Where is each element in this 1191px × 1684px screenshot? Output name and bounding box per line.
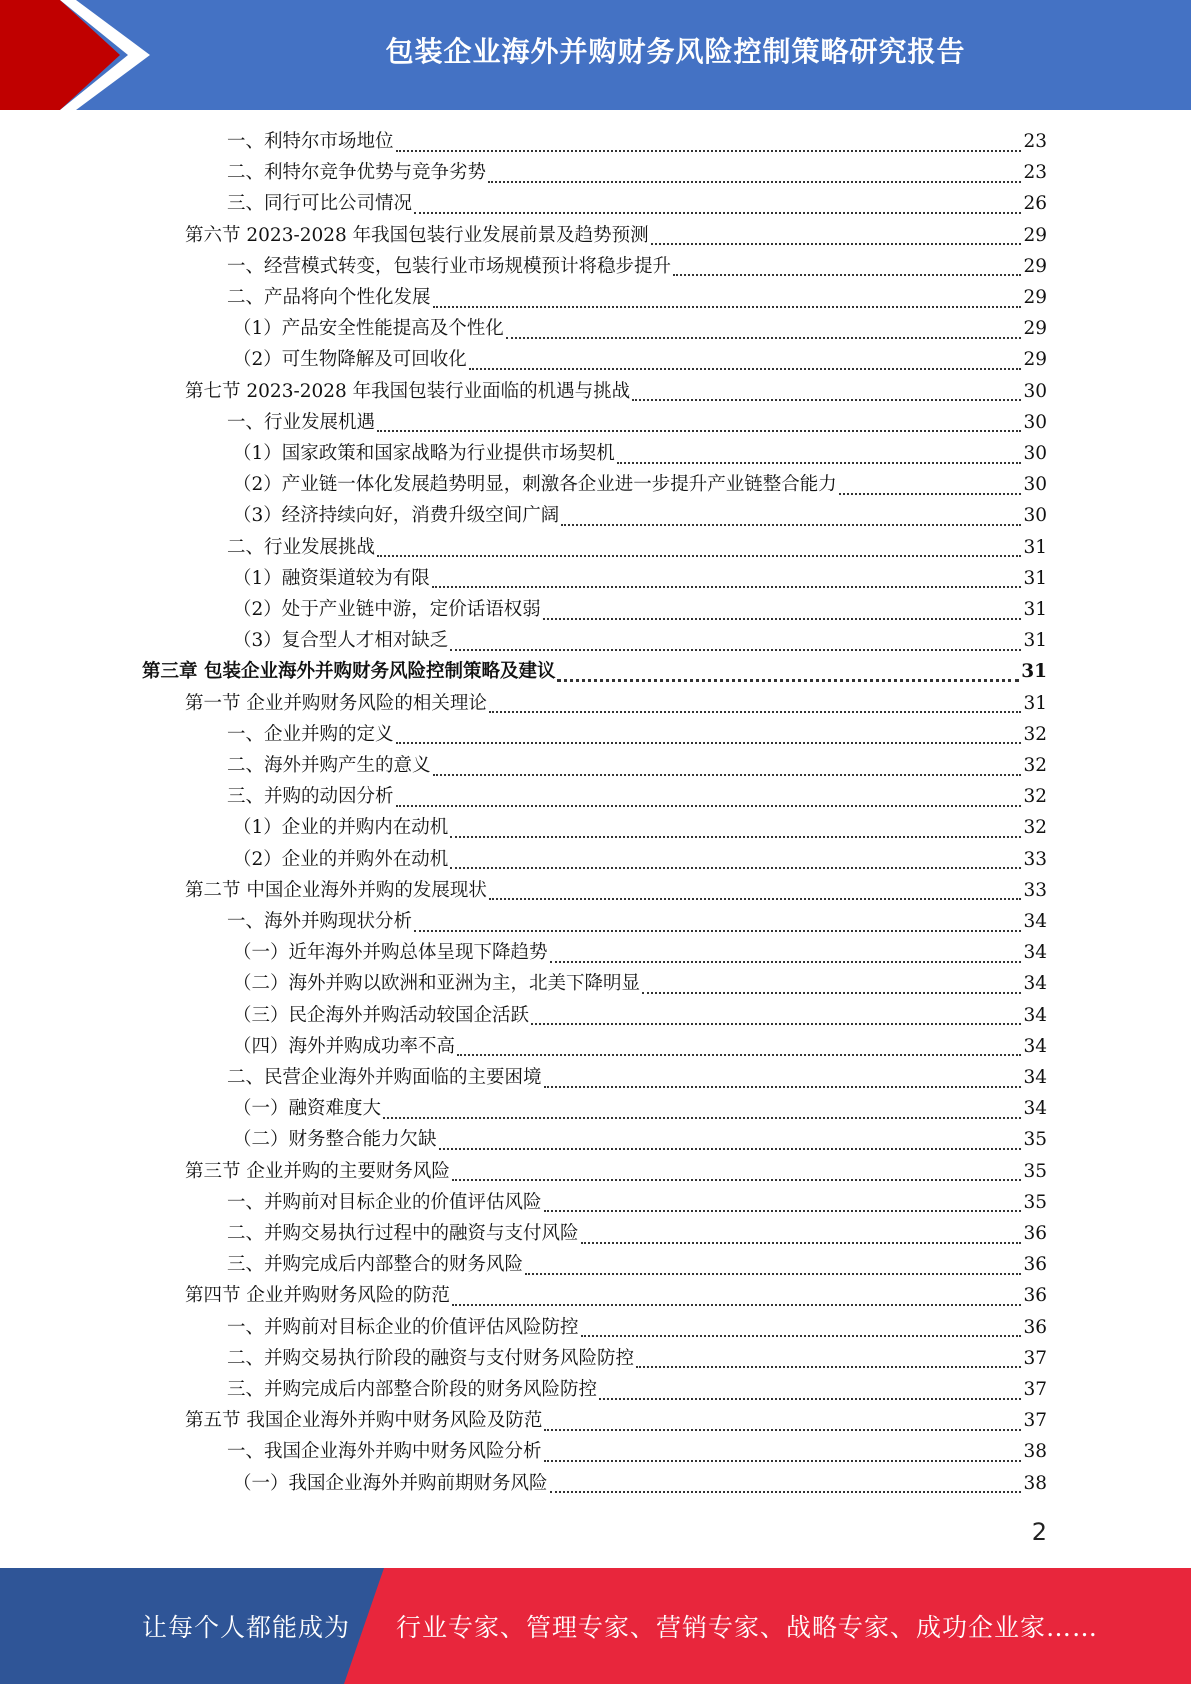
toc-entry-label: 三、并购完成后内部整合阶段的财务风险防控 xyxy=(227,1379,598,1400)
toc-dot-leader xyxy=(673,273,1021,276)
toc-entry-page: 31 xyxy=(1023,630,1047,652)
toc-dot-leader xyxy=(450,648,1021,651)
toc-dot-leader xyxy=(632,398,1021,401)
toc-entry-label: 二、产品将向个性化发展 xyxy=(227,287,431,308)
toc-entry-page: 30 xyxy=(1023,443,1047,464)
toc-dot-leader xyxy=(450,835,1021,838)
toc-entry-label: （一）融资难度大 xyxy=(233,1098,382,1120)
toc-entry-label: 一、行业发展机遇 xyxy=(227,411,376,433)
toc-dot-leader xyxy=(557,678,1019,682)
toc-entry[interactable] xyxy=(227,1344,1047,1374)
toc-entry[interactable] xyxy=(233,439,1047,469)
toc-entry-label: 第七节 2023-2028 年我国包装行业面临的机遇与挑战 xyxy=(185,380,631,402)
toc-dot-leader xyxy=(488,180,1021,183)
toc-dot-leader xyxy=(396,149,1022,152)
toc-entry[interactable] xyxy=(227,533,1047,563)
toc-entry-label: 第四节 企业并购财务风险的防范 xyxy=(185,1285,450,1307)
toc-entry-label: 一、海外并购现状分析 xyxy=(227,911,413,932)
toc-entry[interactable] xyxy=(227,408,1047,438)
toc-dot-leader xyxy=(642,991,1021,994)
toc-entry-label: 第二节 中国企业海外并购的发展现状 xyxy=(185,879,487,901)
toc-entry-label: 二、民营企业海外并购面临的主要困境 xyxy=(227,1067,542,1088)
toc-entry-page: 23 xyxy=(1023,131,1047,152)
toc-entry[interactable] xyxy=(227,1063,1047,1093)
toc-entry-page: 33 xyxy=(1023,848,1047,870)
toc-entry-page: 31 xyxy=(1023,536,1047,558)
toc-entry-page: 32 xyxy=(1023,786,1047,808)
toc-entry[interactable] xyxy=(233,938,1047,968)
toc-entry-label: 二、并购交易执行过程中的融资与支付风险 xyxy=(227,1223,579,1244)
toc-entry-label: 第五节 我国企业海外并购中财务风险及防范 xyxy=(185,1410,543,1432)
toc-entry[interactable] xyxy=(233,845,1047,875)
toc-dot-leader xyxy=(450,866,1021,869)
toc-entry[interactable] xyxy=(227,189,1047,219)
toc-dot-leader xyxy=(489,897,1022,900)
toc-entry-label: 三、并购的动因分析 xyxy=(227,786,394,808)
toc-entry-label: （2）企业的并购外在动机 xyxy=(233,848,449,870)
toc-entry-page: 34 xyxy=(1023,1098,1047,1120)
toc-entry-page: 29 xyxy=(1023,255,1047,277)
toc-entry[interactable] xyxy=(185,876,1047,906)
toc-entry-page: 34 xyxy=(1023,1067,1047,1088)
toc-entry-page: 37 xyxy=(1023,1410,1047,1432)
toc-dot-leader xyxy=(544,1459,1022,1462)
toc-entry[interactable] xyxy=(227,907,1047,937)
toc-entry-label: （3）经济持续向好，消费升级空间广阔 xyxy=(233,505,560,527)
page-footer xyxy=(0,1568,1191,1684)
toc-dot-leader xyxy=(414,211,1021,214)
toc-entry[interactable] xyxy=(233,813,1047,843)
toc-entry[interactable] xyxy=(185,1406,1047,1436)
toc-entry-page: 31 xyxy=(1023,567,1047,589)
toc-dot-leader xyxy=(839,492,1022,495)
toc-entry-page: 30 xyxy=(1023,474,1047,496)
toc-entry-label: 二、利特尔竞争优势与竞争劣势 xyxy=(227,162,487,184)
toc-entry[interactable] xyxy=(233,314,1047,344)
toc-entry-label: （1）企业的并购内在动机 xyxy=(233,817,449,839)
toc-entry-page: 38 xyxy=(1023,1441,1047,1463)
toc-entry-page: 36 xyxy=(1023,1254,1047,1276)
toc-dot-leader xyxy=(544,1085,1022,1088)
toc-entry-label: 第三章 包装企业海外并购财务风险控制策略及建议 xyxy=(142,661,556,683)
toc-entry-label: 第六节 2023-2028 年我国包装行业发展前景及趋势预测 xyxy=(185,224,649,246)
toc-entry-label: 一、企业并购的定义 xyxy=(227,723,394,745)
toc-entry[interactable] xyxy=(233,1125,1047,1155)
toc-dot-leader xyxy=(452,1303,1022,1306)
toc-entry-label: （2）处于产业链中游，定价话语权弱 xyxy=(233,599,541,620)
toc-entry-label: 二、行业发展挑战 xyxy=(227,536,376,558)
toc-dot-leader xyxy=(599,1397,1021,1400)
toc-entry-page: 30 xyxy=(1023,505,1047,527)
toc-dot-leader xyxy=(396,804,1022,807)
toc-entry-page: 38 xyxy=(1023,1472,1047,1494)
toc-entry-page: 31 xyxy=(1023,692,1047,714)
toc-entry-page: 29 xyxy=(1023,349,1047,371)
toc-entry[interactable] xyxy=(233,1094,1047,1124)
toc-dot-leader xyxy=(651,242,1022,245)
report-title: 包装企业海外并购财务风险控制策略研究报告 xyxy=(385,35,966,68)
toc-entry-label: 一、我国企业海外并购中财务风险分析 xyxy=(227,1441,542,1463)
toc-entry-page: 36 xyxy=(1023,1316,1047,1338)
toc-entry[interactable] xyxy=(227,751,1047,781)
toc-dot-leader xyxy=(544,1428,1021,1431)
toc-entry-label: 一、并购前对目标企业的价值评估风险 xyxy=(227,1191,542,1213)
toc-entry[interactable] xyxy=(227,1375,1047,1405)
toc-dot-leader xyxy=(377,554,1021,557)
toc-entry[interactable] xyxy=(233,1032,1047,1062)
toc-entry[interactable] xyxy=(233,626,1047,656)
toc-dot-leader xyxy=(452,1178,1022,1181)
toc-dot-leader xyxy=(489,710,1022,713)
toc-dot-leader xyxy=(543,617,1022,620)
toc-entry-page: 35 xyxy=(1023,1191,1047,1213)
toc-dot-leader xyxy=(506,336,1022,339)
footer-roles: 行业专家、管理专家、营销专家、战略专家、成功企业家…… xyxy=(396,1613,1099,1642)
toc-entry[interactable] xyxy=(227,1313,1047,1343)
toc-entry-page: 35 xyxy=(1023,1160,1047,1182)
toc-entry-label: （二）财务整合能力欠缺 xyxy=(233,1129,437,1151)
toc-dot-leader xyxy=(432,585,1022,588)
footer-slogan: 让每个人都能成为 xyxy=(142,1613,351,1642)
toc-entry-label: （3）复合型人才相对缺乏 xyxy=(233,630,449,652)
toc-dot-leader xyxy=(414,929,1021,932)
toc-entry-page: 34 xyxy=(1023,911,1047,932)
toc-entry-page: 29 xyxy=(1023,318,1047,340)
toc-entry-page: 37 xyxy=(1023,1347,1047,1369)
page-number: 2 xyxy=(1031,1518,1047,1546)
toc-entry[interactable] xyxy=(233,564,1047,594)
toc-entry[interactable] xyxy=(233,470,1047,500)
toc-entry-page: 23 xyxy=(1023,162,1047,184)
toc-entry[interactable] xyxy=(185,1281,1047,1311)
toc-dot-leader xyxy=(550,1490,1022,1493)
toc-entry-page: 33 xyxy=(1023,879,1047,901)
toc-entry-label: （2）产业链一体化发展趋势明显，刺激各企业进一步提升产业链整合能力 xyxy=(233,474,837,496)
toc-entry-page: 26 xyxy=(1023,193,1047,215)
toc-entry-label: （一）近年海外并购总体呈现下降趋势 xyxy=(233,942,548,964)
toc-dot-leader xyxy=(433,773,1022,776)
toc-dot-leader xyxy=(396,741,1022,744)
toc-entry[interactable] xyxy=(233,1001,1047,1031)
toc-entry-label: （一）我国企业海外并购前期财务风险 xyxy=(233,1472,548,1494)
toc-dot-leader xyxy=(636,1365,1021,1368)
toc-entry-label: 二、海外并购产生的意义 xyxy=(227,755,431,776)
toc-entry-page: 31 xyxy=(1021,661,1047,683)
toc-entry-label: （三）民企海外并购活动较国企活跃 xyxy=(233,1004,530,1026)
toc-entry[interactable] xyxy=(227,283,1047,313)
toc-entry[interactable] xyxy=(227,1437,1047,1467)
toc-entry-label: （二）海外并购以欧洲和亚洲为主，北美下降明显 xyxy=(233,973,641,995)
toc-entry[interactable] xyxy=(185,377,1047,407)
toc-entry-page: 36 xyxy=(1023,1285,1047,1307)
toc-entry-page: 32 xyxy=(1023,723,1047,745)
toc-entry-page: 29 xyxy=(1023,224,1047,246)
toc-dot-leader xyxy=(581,1241,1022,1244)
toc-entry[interactable] xyxy=(233,1469,1047,1499)
toc-entry-label: 第一节 企业并购财务风险的相关理论 xyxy=(185,692,487,714)
toc-entry[interactable] xyxy=(227,127,1047,157)
toc-entry-label: （2）可生物降解及可回收化 xyxy=(233,349,467,371)
toc-entry[interactable] xyxy=(233,501,1047,531)
toc-entry[interactable] xyxy=(227,1250,1047,1280)
toc-dot-leader xyxy=(550,960,1022,963)
toc-entry[interactable] xyxy=(185,1157,1047,1187)
toc-entry[interactable] xyxy=(233,595,1047,625)
toc-dot-leader xyxy=(531,1022,1021,1025)
toc-entry[interactable] xyxy=(227,1188,1047,1218)
toc-entry-page: 34 xyxy=(1023,1004,1047,1026)
toc-dot-leader xyxy=(469,367,1022,370)
toc-dot-leader xyxy=(581,1334,1022,1337)
toc-entry-page: 31 xyxy=(1023,599,1047,620)
toc-dot-leader xyxy=(383,1116,1021,1119)
toc-entry[interactable] xyxy=(227,1219,1047,1249)
toc-entry-page: 32 xyxy=(1023,755,1047,776)
toc-entry-label: 一、利特尔市场地位 xyxy=(227,131,394,152)
toc-entry-page: 30 xyxy=(1023,380,1047,402)
toc-entry[interactable] xyxy=(227,720,1047,750)
toc-entry[interactable] xyxy=(227,782,1047,812)
toc-dot-leader xyxy=(617,461,1022,464)
toc-entry-label: （1）产品安全性能提高及个性化 xyxy=(233,318,504,340)
toc-entry-page: 30 xyxy=(1023,411,1047,433)
toc-entry-label: 二、并购交易执行阶段的融资与支付财务风险防控 xyxy=(227,1347,635,1369)
toc-entry-label: （四）海外并购成功率不高 xyxy=(233,1035,456,1057)
toc-dot-leader xyxy=(561,523,1021,526)
page-header xyxy=(0,0,1191,110)
toc-entry-label: （1）融资渠道较为有限 xyxy=(233,567,430,589)
toc-entry-page: 34 xyxy=(1023,1035,1047,1057)
toc-entry-page: 37 xyxy=(1023,1379,1047,1400)
toc-entry-page: 34 xyxy=(1023,942,1047,964)
toc-entry-label: 三、并购完成后内部整合的财务风险 xyxy=(227,1254,524,1276)
toc-entry[interactable] xyxy=(227,252,1047,282)
toc-entry-label: 一、并购前对目标企业的价值评估风险防控 xyxy=(227,1316,579,1338)
toc-entry-page: 32 xyxy=(1023,817,1047,839)
toc-entry-page: 29 xyxy=(1023,287,1047,308)
toc-dot-leader xyxy=(439,1147,1022,1150)
toc-entry-page: 36 xyxy=(1023,1223,1047,1244)
toc-dot-leader xyxy=(433,305,1022,308)
toc-entry-label: （1）国家政策和国家战略为行业提供市场契机 xyxy=(233,443,615,464)
toc-entry-label: 三、同行可比公司情况 xyxy=(227,193,413,215)
toc-entry-label: 第三节 企业并购的主要财务风险 xyxy=(185,1160,450,1182)
toc-entry-page: 35 xyxy=(1023,1129,1047,1151)
toc-dot-leader xyxy=(457,1053,1021,1056)
toc-entry-page: 34 xyxy=(1023,973,1047,995)
toc-entry[interactable] xyxy=(185,221,1047,251)
toc-entry[interactable] xyxy=(185,689,1047,719)
toc-entry[interactable] xyxy=(233,969,1047,999)
toc-dot-leader xyxy=(544,1209,1022,1212)
toc-entry[interactable] xyxy=(227,158,1047,188)
toc-entry[interactable] xyxy=(142,657,1047,687)
toc-entry[interactable] xyxy=(233,345,1047,375)
toc-entry-label: 一、经营模式转变，包装行业市场规模预计将稳步提升 xyxy=(227,255,672,277)
toc-dot-leader xyxy=(525,1272,1021,1275)
toc-dot-leader xyxy=(377,429,1021,432)
